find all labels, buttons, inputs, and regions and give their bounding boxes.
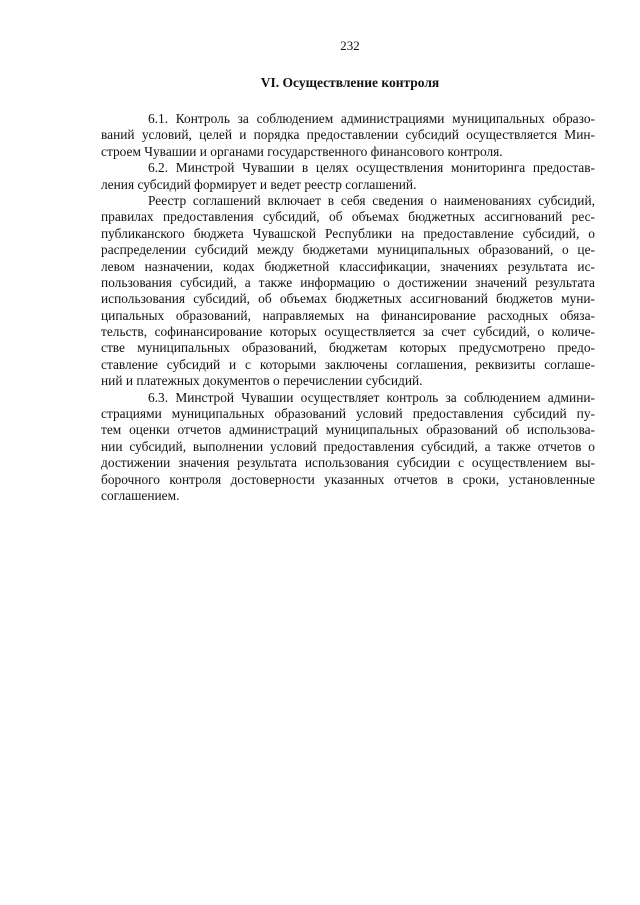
registry-paragraph-line: левом назначении, кодах бюджетной классификации, значениях результата ис- [101, 258, 595, 274]
section-title: VI. Осуществление контроля [260, 75, 440, 90]
paragraph-6-1-line: строем Чувашии и органами государственного финансового контроля. [101, 143, 503, 159]
registry-paragraph-line: пользования субсидий, а также информацию о достижении значений результата [101, 274, 595, 290]
registry-paragraph-line: правилах предоставления субсидий, об объемах бюджетных ассигнований рес- [101, 209, 595, 225]
registry-paragraph-line: Реестр соглашений включает в себя сведения о наименованиях субсидий, [148, 192, 595, 208]
body-text [101, 111, 595, 504]
registry-paragraph-line: ставление субсидий и с которыми заключены соглашения, реквизиты соглаше- [101, 356, 595, 372]
registry-paragraph-line: ципальных образований, направляемых на финансирование расходных обяза- [101, 307, 595, 323]
paragraph-6-2-line: 6.2. Минстрой Чувашии в целях осуществления мониторинга предостав- [148, 160, 595, 176]
page-number: 232 [340, 38, 360, 53]
registry-paragraph-line: тельств, софинансирование которых осуществляется за счет субсидий, о количе- [101, 324, 595, 340]
registry-paragraph-line: публиканского бюджета Чувашской Республики на предоставление субсидий, о [101, 225, 595, 241]
paragraph-6-1-line: ваний условий, целей и порядка предоставлении субсидий осуществляется Мин- [101, 127, 595, 143]
paragraph-6-3-line: нии субсидий, выполнении условий предоставления субсидий, а также отчетов о [101, 438, 595, 454]
paragraph-6-2-line: ления субсидий формирует и ведет реестр соглашений. [101, 176, 417, 192]
registry-paragraph-line: распределении субсидий между бюджетами муниципальных образований, о це- [101, 242, 595, 258]
paragraph-6-1-line: 6.1. Контроль за соблюдением администрациями муниципальных образо- [148, 111, 595, 126]
paragraph-6-3-line: борочного контроля достоверности указанных отчетов в сроки, установленные [101, 471, 595, 487]
paragraph-6-3-line: тем оценки отчетов администраций муниципальных образований об использова- [101, 422, 595, 438]
paragraph-6-3-line: достижении значения результата использования субсидии с осуществлением вы- [101, 455, 595, 471]
registry-paragraph-line: использования субсидий, об объемах бюджетных ассигнований бюджетов муни- [101, 291, 595, 307]
registry-paragraph-line: ний и платежных документов о перечислении субсидий. [101, 373, 423, 389]
paragraph-6-3-line: соглашением. [101, 487, 180, 503]
paragraph-6-3-line: 6.3. Минстрой Чувашии осуществляет контроль за соблюдением админи- [148, 389, 595, 405]
paragraph-6-3-line: страциями муниципальных образований условий предоставления субсидий пу- [101, 406, 595, 422]
registry-paragraph-line: стве муниципальных образований, бюджетам которых предусмотрено предо- [101, 340, 595, 356]
